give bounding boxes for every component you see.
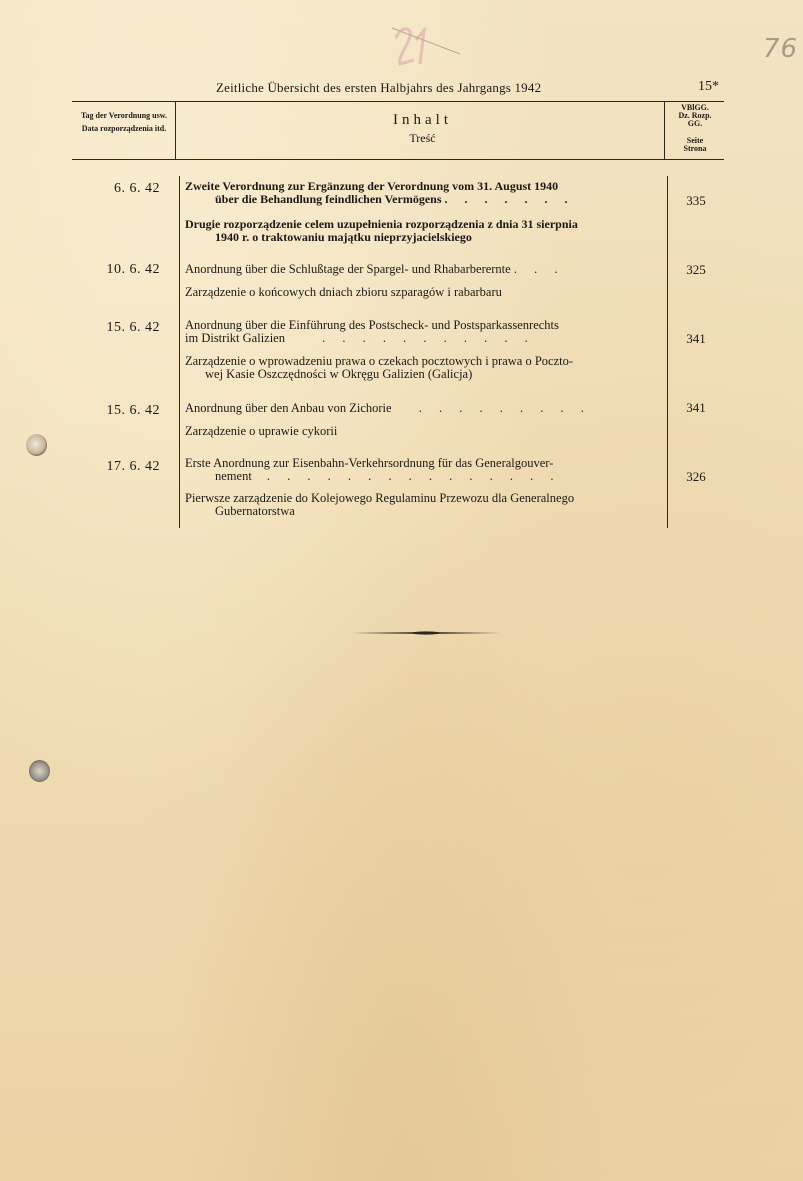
- entry-pl-text: [185, 286, 662, 299]
- entry-de-line: Anordnung über die Einführung des Postscheck- und Postsparkassenrechts: [185, 318, 559, 332]
- table-top-rule: [72, 101, 724, 102]
- column-divider-left: [175, 102, 176, 159]
- page-number: 15*: [698, 79, 719, 94]
- entry-date: 10. 6. 42: [106, 262, 160, 277]
- page-column-header: [667, 104, 723, 153]
- page-column-header-de-2: Dz. Rozp.: [678, 111, 712, 120]
- entry-de-line: [185, 470, 662, 483]
- table-header-bottom-rule: [72, 159, 724, 160]
- entry-de-line: Anordnung über den Anbau von Zichorie: [185, 401, 392, 415]
- entry-page-number: 341: [686, 331, 706, 346]
- pencil-page-number: 76: [763, 34, 799, 64]
- entry-date: 6. 6. 42: [114, 181, 160, 196]
- punch-hole-lower: [29, 760, 50, 782]
- entry-de-line: Zweite Verordnung zur Ergänzung der Verordnung vom 31. August 1940: [185, 179, 559, 193]
- content-column-header: [180, 112, 665, 146]
- entry-page-number: 326: [686, 469, 706, 484]
- date-column-header-pl: Data rozporządzenia itd.: [81, 124, 167, 133]
- date-column-header-de: Tag der Verordnung usw.: [80, 111, 168, 120]
- entry-de-line-text: über die Behandlung feindlichen Vermögens: [215, 192, 442, 206]
- entry-pl-text: [185, 425, 662, 438]
- entry-page-number: 325: [686, 262, 706, 277]
- entry-de-line-text: nement: [215, 469, 252, 483]
- entry-pl-line: Zarządzenie o uprawie cykorii: [185, 424, 338, 438]
- entry-pl-line: Zarządzenie o wprowadzeniu prawa o czekach pocztowych i prawa o Poczto-: [185, 354, 574, 368]
- page-column-header-de-3: GG.: [687, 119, 703, 128]
- entry-de-text: [185, 180, 662, 206]
- entry-de-line-text: im Distrikt Galizien: [185, 331, 285, 345]
- entry-de-text: [185, 263, 662, 276]
- entry-de-text: [185, 319, 662, 345]
- content-column-header-pl: Treść: [409, 131, 436, 145]
- entry-de-line: [185, 193, 662, 206]
- pencil-annotation-scribble: [386, 20, 466, 68]
- punch-hole-upper: [26, 434, 47, 456]
- entry-date: 17. 6. 42: [106, 459, 160, 474]
- entry-page-number: 341: [686, 400, 706, 415]
- entry-de-line: Anordnung über die Schlußtage der Spargel- und Rhabarberernte: [185, 262, 511, 276]
- date-column-header: [74, 111, 174, 133]
- entry-pl-line: Gubernatorstwa: [215, 504, 295, 518]
- leader-dots: . . . . . . . . . . .: [322, 331, 535, 345]
- entry-de-text: [185, 402, 662, 415]
- entry-pl-text: [185, 355, 662, 381]
- page-column-header-pl-2: Strona: [683, 144, 707, 153]
- entry-date: 15. 6. 42: [106, 320, 160, 335]
- entry-de-line: [185, 332, 662, 345]
- entry-de-text: [185, 457, 662, 483]
- leader-dots: . . . . . . . . .: [418, 401, 591, 415]
- page-title: Zeitliche Übersicht des ersten Halbjahrs des Jahrgangs 1942: [216, 80, 542, 95]
- entry-pl-text: [185, 218, 662, 244]
- content-column-header-de: Inhalt: [393, 112, 452, 128]
- entry-de-line: Erste Anordnung zur Eisenbahn-Verkehrsordnung für das Generalgouver-: [185, 456, 554, 470]
- leader-dots: . . .: [513, 262, 565, 276]
- entry-pl-text: [185, 492, 662, 518]
- leader-dots: . . . . . . .: [444, 192, 575, 206]
- entry-pl-line: Zarządzenie o końcowych dniach zbioru szparagów i rabarbaru: [185, 285, 502, 299]
- body-divider-left: [179, 176, 180, 528]
- page-column-header-pl-1: Seite: [686, 136, 704, 145]
- entry-pl-line: 1940 r. o traktowaniu majątku nieprzyjacielskiego: [215, 230, 472, 244]
- entry-page-number: 335: [686, 193, 706, 208]
- entry-pl-line: Pierwsze zarządzenie do Kolejowego Regulaminu Przewozu dla Generalnego: [185, 491, 575, 505]
- entry-date: 15. 6. 42: [106, 403, 160, 418]
- entry-pl-line: wej Kasie Oszczędności w Okręgu Galizien (Galicja): [205, 367, 473, 381]
- page-column-header-de-1: VBlGG.: [681, 103, 709, 112]
- section-end-ornament: [352, 628, 500, 638]
- entry-pl-line: Drugie rozporządzenie celem uzupełnienia rozporządzenia z dnia 31 sierpnia: [185, 217, 578, 231]
- leader-dots: . . . . . . . . . . . . . . .: [266, 469, 561, 483]
